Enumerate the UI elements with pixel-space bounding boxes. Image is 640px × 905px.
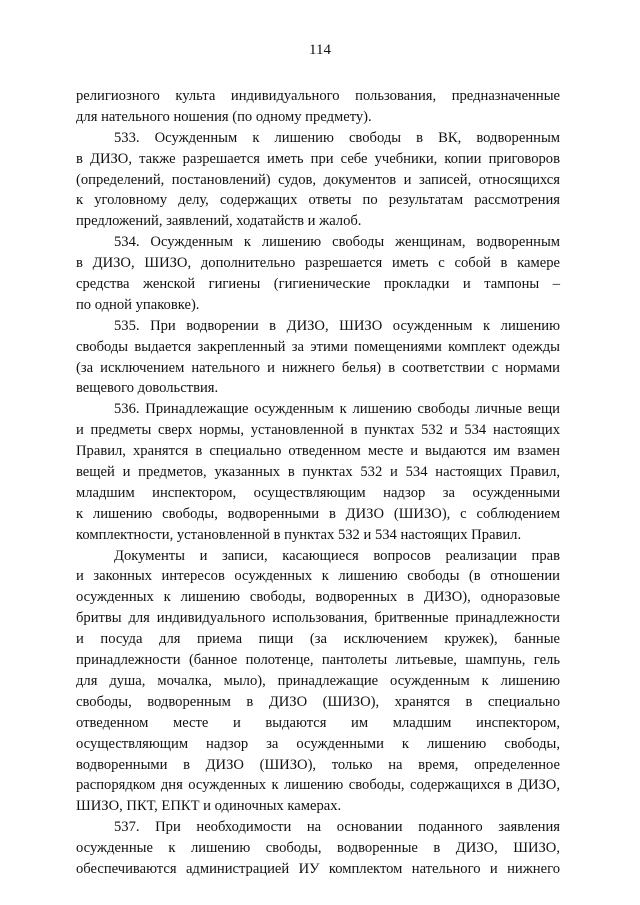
text-line: ШИЗО, ПКТ, ЕПКТ и одиночных камерах. (76, 798, 342, 815)
text-line: и посуда для приема пищи (за исключением кружек), банные (76, 631, 560, 648)
text-line: распорядком дня осужденных к лишению свободы, содержащихся в ДИЗО, (76, 777, 560, 794)
text-line: (определений, постановлений) судов, документов и записей, относящихся (76, 171, 560, 188)
text-line: комплектности, установленной в пунктах 532 и 534 настоящих Правил. (76, 526, 522, 543)
text-line: 533. Осужденным к лишению свободы в ВК, водворенным (114, 129, 560, 146)
text-line: 535. При водворении в ДИЗО, ШИЗО осужденным к лишению (114, 317, 560, 334)
text-line: для душа, мочалка, мыло), принадлежащие осужденным к лишению (76, 672, 560, 689)
text-line: 534. Осужденным к лишению свободы женщинам, водворенным (114, 234, 560, 251)
text-line: вещей и предметов, указанных в пунктах 532 и 534 настоящих Правил, (76, 464, 560, 481)
text-line: осужденных к лишению свободы, водворенных в ДИЗО), одноразовые (76, 589, 560, 606)
text-line: Документы и записи, касающиеся вопросов реализации прав (114, 547, 560, 564)
text-line: обеспечиваются администрацией ИУ комплектом нательного и нижнего (76, 860, 560, 877)
text-line: младшим инспектором, осуществляющим надзор за осужденными (76, 484, 560, 501)
page-number: 114 (309, 42, 331, 58)
text-line: отведенном месте и выдаются им младшим инспектором, (76, 714, 560, 731)
text-line: 537. При необходимости на основании поданного заявления (114, 819, 560, 836)
text-line: свободы выдается закрепленный за этими помещениями комплект одежды (76, 338, 560, 355)
text-line: для нательного ношения (по одному предмету). (76, 108, 372, 125)
text-line: к уголовному делу, содержащих ответы по результатам рассмотрения (76, 192, 560, 209)
text-line: в ДИЗО, также разрешается иметь при себе учебники, копии приговоров (76, 150, 560, 167)
document-body (76, 86, 560, 880)
text-line: свободы, водворенным в ДИЗО (ШИЗО), хранятся в специально (76, 693, 560, 710)
text-line: средства женской гигиены (гигиенические прокладки и тампоны – (76, 276, 560, 293)
text-line: осужденные к лишению свободы, водворенные в ДИЗО, ШИЗО, (76, 840, 560, 857)
text-line: водворенными в ДИЗО (ШИЗО), только на время, определенное (76, 756, 560, 773)
text-line: вещевого довольствия. (76, 380, 219, 397)
text-line: в ДИЗО, ШИЗО, дополнительно разрешается иметь с собой в камере (76, 255, 560, 272)
text-line: 536. Принадлежащие осужденным к лишению свободы личные вещи (114, 401, 560, 418)
text-line: и предметы сверх нормы, установленной в пунктах 532 и 534 настоящих (76, 422, 560, 439)
text-line: религиозного культа индивидуального пользования, предназначенные (76, 88, 560, 104)
text-line: бритвы для индивидуального использования, бритвенные принадлежности (76, 610, 560, 627)
text-line: (за исключением нательного и нижнего белья) в соответствии с нормами (76, 359, 560, 376)
text-line: принадлежности (банное полотенце, пантолеты литьевые, шампунь, гель (76, 652, 560, 669)
text-line: и законных интересов осужденных к лишению свободы (в отношении (76, 568, 560, 585)
text-line: осуществляющим надзор за осужденными к лишению свободы, (76, 735, 560, 752)
text-line: к лишению свободы, водворенными в ДИЗО (ШИЗО), с соблюдением (76, 505, 560, 522)
text-line: предложений, заявлений, ходатайств и жалоб. (76, 213, 362, 230)
text-line: по одной упаковке). (76, 296, 200, 313)
text-line: Правил, хранятся в специально отведенном месте и выдаются им взамен (76, 443, 560, 460)
